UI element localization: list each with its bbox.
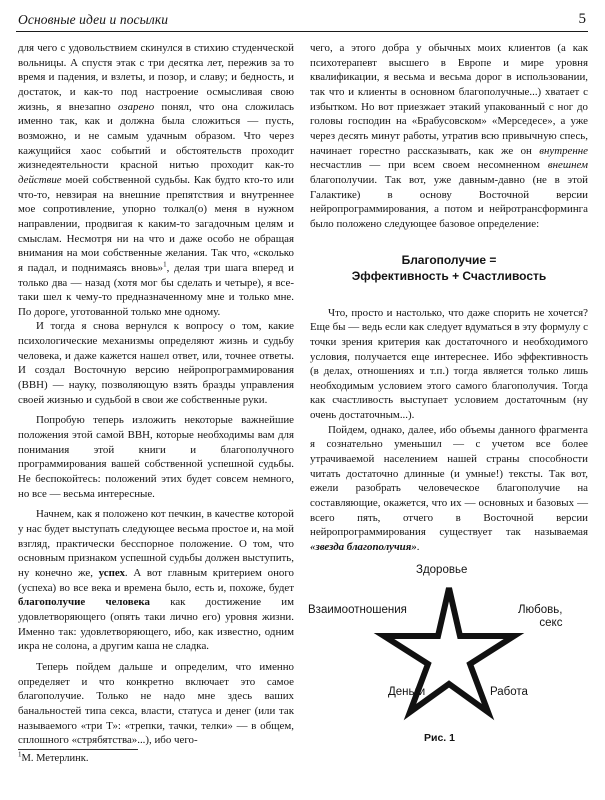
- star-label-work: Работа: [490, 686, 528, 698]
- right-paragraph-3: Пойдем, однако, далее, ибо объемы данного фрагмента я сознательно уменьшил — с учетом все более утрачиваемой населением нашей страны способности читать достаточно длинные (и умные!) тексты. Так вот, ежели разобрать человеческое благополучие на составляющие, окажется, что их — основных и базовых — всего пять, отчего в Восточной версии нейропрограммирования существует так называемая «звезда благополучия».: [310, 423, 588, 554]
- star-label-relationships: Взаимоотношения: [308, 604, 407, 616]
- footnote: $^1$М. Метерлинк.: [18, 750, 89, 764]
- left-paragraph-4: Начнем, как я положено кот печкин, в качестве которой у нас будет выступать следующее весьма простое и, на мой взгляд, практически бесспорное положение. О том, что основным признаком успешной судьбы должен выступить, ну конечно же, успех. А вот главным критерием оного (успеха) во все века и времена было, есть и, похоже, будет благополучие человека как достижение им удовлетворяющего (опять таки лично его) уровня жизни. Именно так: удовлетворяющего, ибо, как известно, одним икра не солона, а другим каша не сладка.: [18, 508, 294, 653]
- right-paragraph-1: чего, а этого добра у обычных моих клиентов (а как психотерапевт высшего в Европе и мире уровня квалификации, я весьма и весьма дорог в использовании, так что и клиенты в основном благополучные...) хватает с избытком. Но вот приезжает этакий упакованный с ног до головы господин на «Брабусовском» «Мерседесе», а уже через десять минут работы, утратив всю привычную спесь, начинает горестно рассказывать, как же он внутренне несчастлив — при всем своем несомненном внешнем благополучии. Так вот, уже давным-давно (не в этой Галактике) в основу Восточной версии нейропрограммирования, а потом и нейротрансформинга было положено следующее базовое определение:: [310, 42, 588, 230]
- wellbeing-formula: [310, 252, 588, 284]
- star-label-health: Здоровье: [416, 564, 468, 576]
- footnote-ref: 1: [163, 260, 167, 269]
- page-number: 5: [578, 11, 586, 27]
- formula-line-1: Благополучие =: [401, 252, 497, 267]
- left-paragraph-3: Попробую теперь изложить некоторые важнейшие положения этой самой ВВН, которые необходимы вам для понимания этой книги и благополучного программирования вашей собственной успешной судьбы. Не беспокойтесь: положений этих будет совсем немного, но все — весьма интересные.: [18, 414, 294, 500]
- wellbeing-star-figure: [306, 560, 592, 760]
- left-column: [18, 41, 294, 748]
- left-paragraph-5: Теперь пойдем дальше и определим, что именно определяет и что конкретно включает это самое благополучие. Только не надо мне здесь ваших банальностей типа секса, власти, статуса и денег (или так называемого «три Т»: «трепки, тачки, телки» — в общем, сплошного «стрябятства»...), ибо чего-: [18, 660, 294, 747]
- star-label-money: Деньги: [388, 686, 426, 698]
- right-column: [310, 41, 588, 555]
- figure-caption: Рис. 1: [424, 732, 455, 744]
- footnote-divider: [18, 749, 138, 750]
- running-header: [16, 10, 588, 32]
- right-paragraph-2: Что, просто и настолько, что даже спорить не хочется? Еще бы — ведь если как следует вдуматься в эту формулу с точки зрения критерия как достаточного и необходимого условия, получается еще интереснее. Ибо эффективность (в делах, отношениях и т.п.) тогда является только лишь необходимым условием этого самого благополучия. Тогда как счастливость выступает условием достаточным (ну очень достаточным...).: [310, 306, 588, 422]
- left-paragraph-1: для чего с удовольствием скинулся в стихию студенческой вольницы. А спустя этак с три десятка лет, пережив за то время и падения, и взлеты, и позор, и славу; и бедность, и достаток, и как-то под настроение осмысливая свою жизнь, я внезапно озарено понял, что она сложилась именно так, как и должна была сложиться — пусть, возможно, и не самым удачным образом. Что через кажущийся хаос событий и обстоятельств проходит жизнедеятельности красной нитью проходит как-то действие моей собственной судьбы. Как будто кто-то или что-то, невзирая на внешние препятствия и внутреннее мое сопротивление, упорно толкал(о) меня в нужном направлении, продвигая к каким-то загадочным целям и смыслам. Несмотря ни на что и даже особо не обращая внимания на мои собственные желания. Так что, «сколько я падал, и поднимаясь вновь»$^1$, делая три шага вперед и только два — назад (хотя мог бы сделать и четыре), я все-таки шел к чему-то предназначенному мне и только мне. По дороге, уготованной только мне одному.: [18, 42, 295, 318]
- star-label-love: Любовь, секс: [518, 604, 563, 629]
- formula-line-2: Эффективность + Счастливость: [351, 268, 547, 283]
- header-title: Основные идеи и посылки: [18, 12, 169, 27]
- left-paragraph-2: И тогда я снова вернулся к вопросу о том, какие психологические механизмы определяют жизнь и судьбу человека, и даже кажется нашел ответ, или, точнее ответы. И создал Восточную версию нейропрограммирования (ВВН) — науку, позволяющую взять бразды управления своей жизнью и судьбой в свои же собственные руки.: [18, 320, 294, 406]
- star-icon: [306, 560, 592, 730]
